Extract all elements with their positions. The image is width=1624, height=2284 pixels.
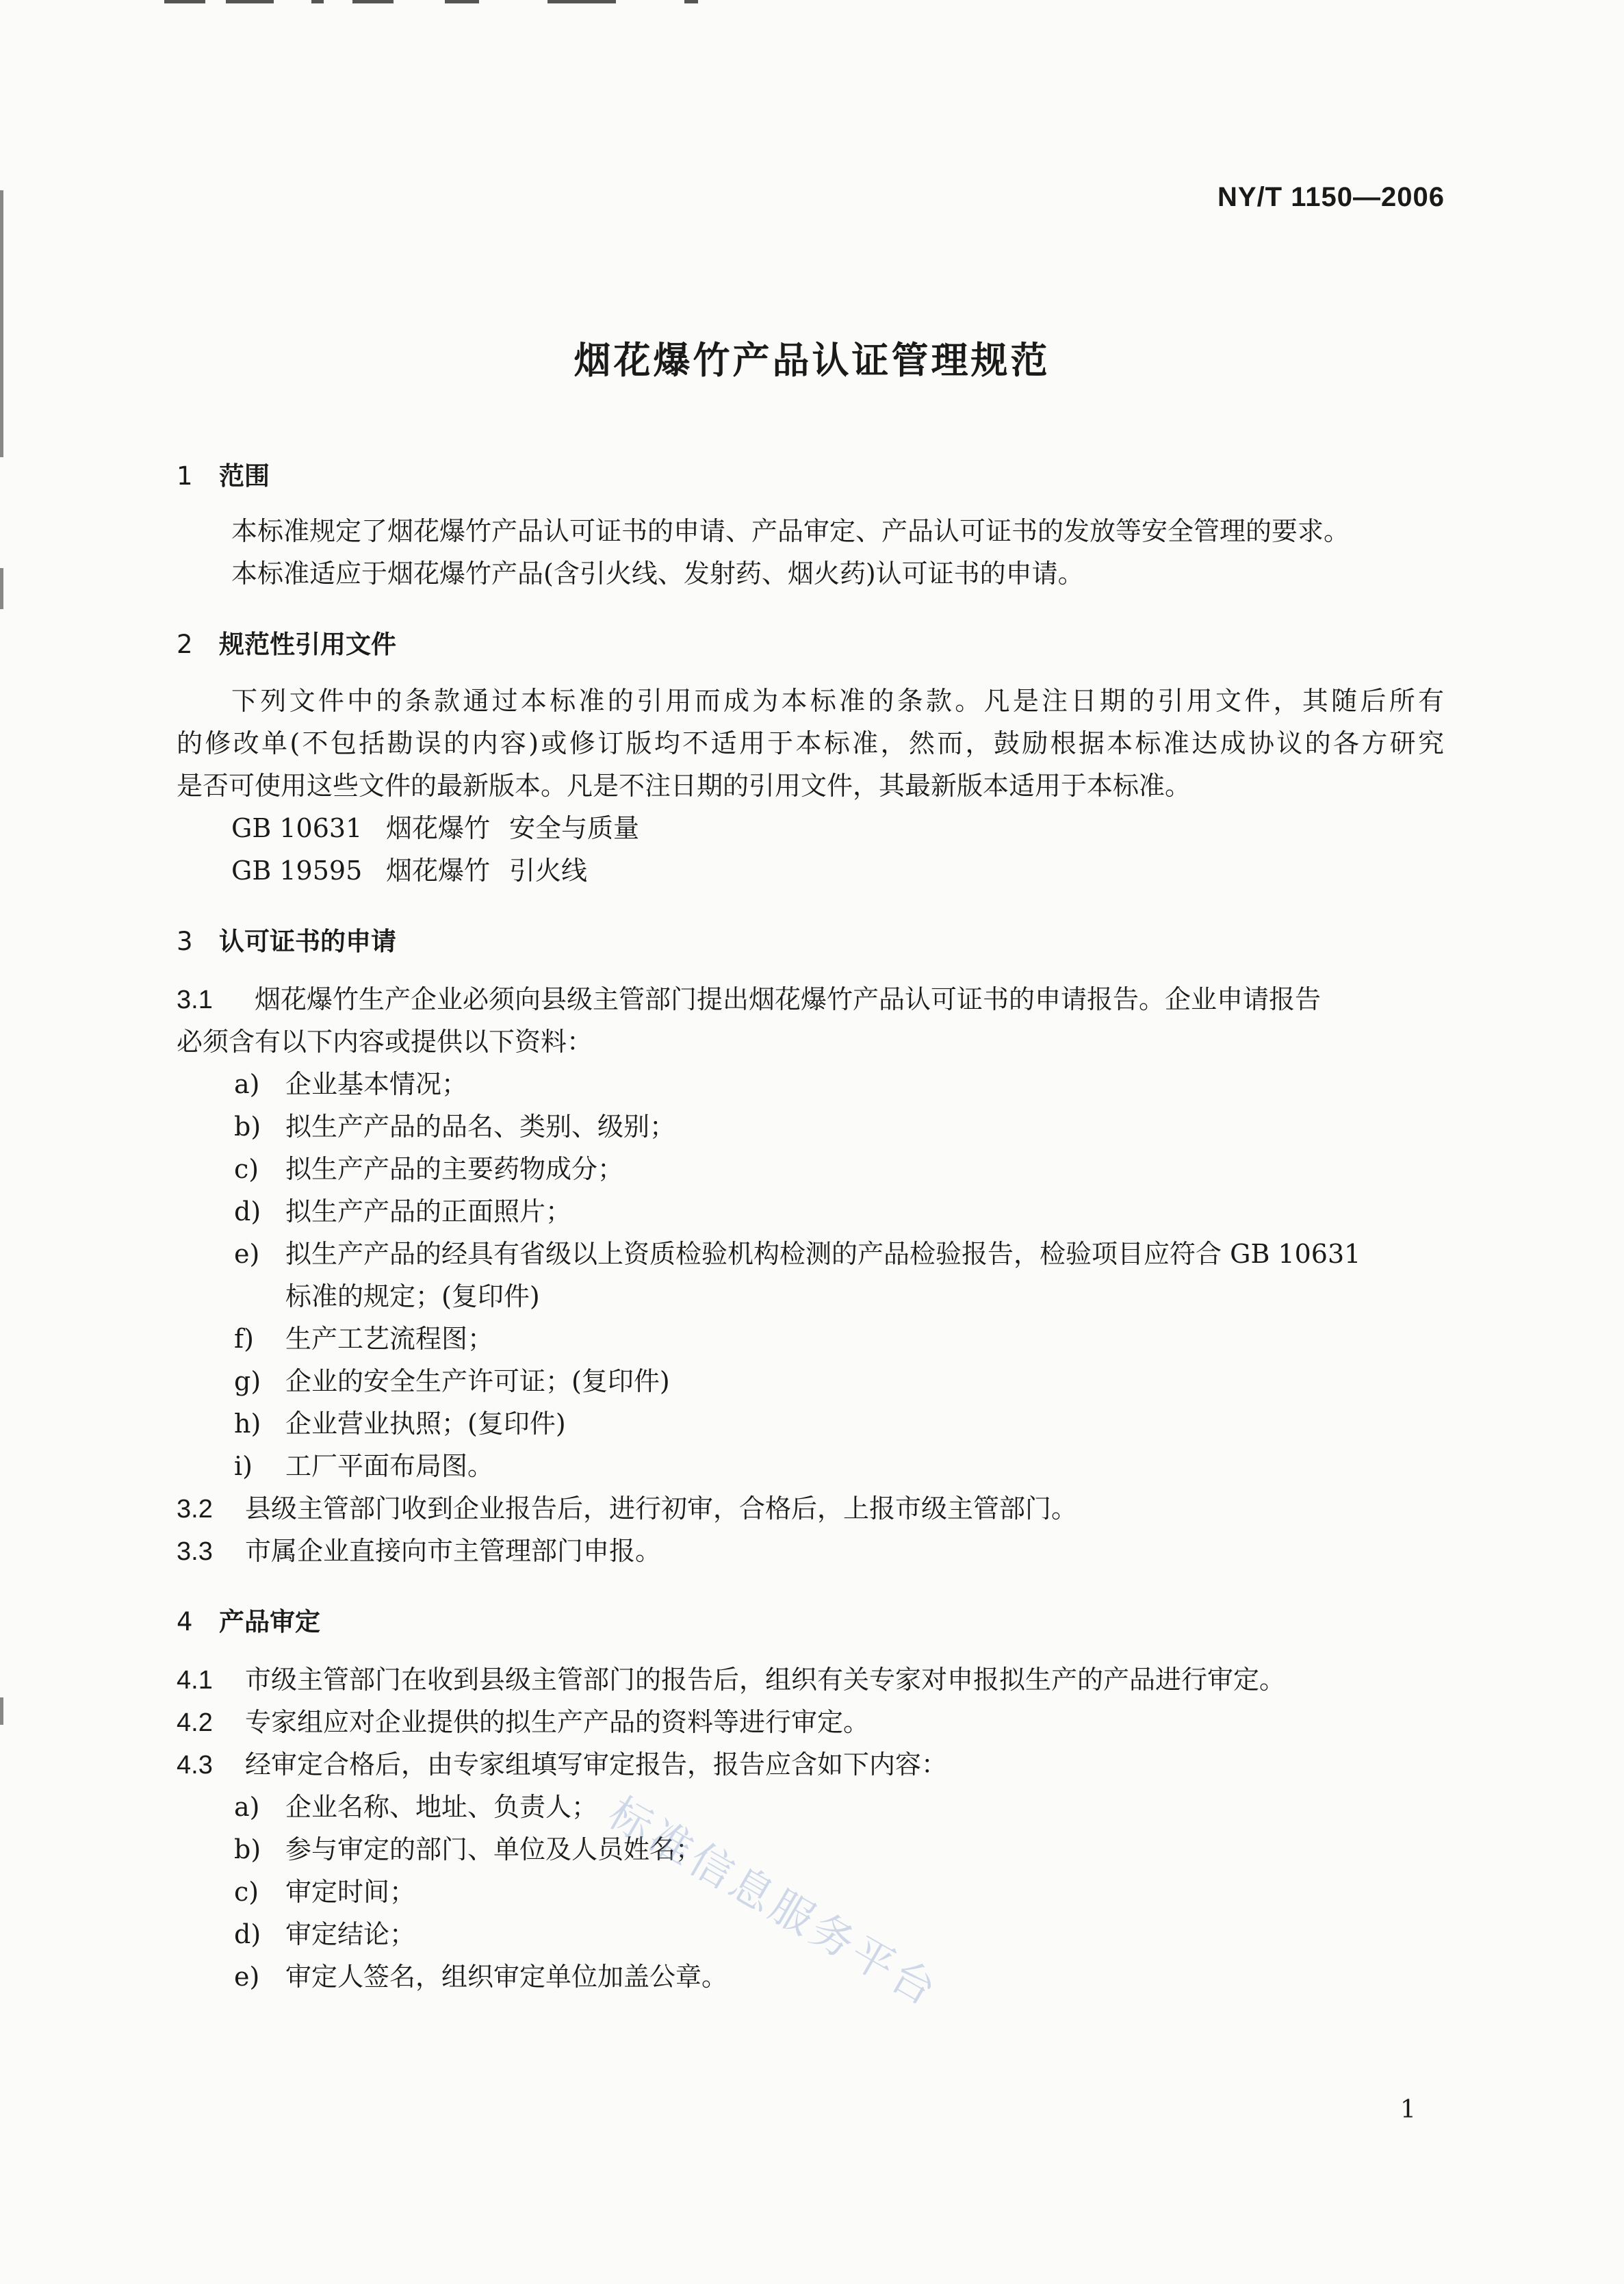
- list-item: e) 拟生产产品的经具有省级以上资质检验机构检测的产品检验报告，检验项目应符合 GB 10631: [234, 1239, 1361, 1269]
- watermark: 标准信息服务平台: [600, 1787, 948, 2017]
- paragraph-line: 是否可使用这些文件的最新版本。凡是不注日期的引用文件，其最新版本适用于本标准。: [177, 771, 1191, 801]
- clause: [177, 1748, 947, 1782]
- section-title: 产品审定: [219, 1607, 320, 1637]
- page-number: 1: [1400, 2096, 1416, 2124]
- list-item: c) 审定时间；: [234, 1877, 416, 1907]
- clause: [177, 983, 1321, 1016]
- clause: [177, 1706, 869, 1739]
- paragraph-line: 下列文件中的条款通过本标准的引用而成为本标准的条款。凡是注日期的引用文件，其随后所有: [231, 686, 1444, 716]
- clause-text: 烟花爆竹生产企业必须向县级主管部门提出烟花爆竹产品认可证书的申请报告。企业申请报告: [255, 984, 1322, 1014]
- scan-artifact-left: [0, 190, 3, 457]
- list-item-continuation: 标准的规定；(复印件): [285, 1281, 540, 1311]
- clause-number: 4.2: [177, 1708, 213, 1737]
- reference-subtitle: 安全与质量: [509, 813, 640, 843]
- reference-entry: [231, 854, 587, 887]
- list-item: f) 生产工艺流程图；: [234, 1324, 494, 1354]
- scan-artifact-left: [0, 1697, 3, 1725]
- section-number: 4: [177, 1607, 193, 1637]
- list-item: d) 拟生产产品的正面照片；: [234, 1196, 572, 1227]
- list-item: a) 企业名称、地址、负责人；: [234, 1792, 598, 1822]
- section-title: 范围: [219, 461, 270, 491]
- paragraph: 本标准规定了烟花爆竹产品认可证书的申请、产品审定、产品认可证书的发放等安全管理的要求。: [231, 516, 1350, 546]
- section-heading: [177, 1606, 320, 1639]
- section-number: 1: [177, 461, 193, 491]
- paragraph: 本标准适应于烟花爆竹产品(含引火线、发射药、烟火药)认可证书的申请。: [231, 559, 1084, 589]
- section-title: 认可证书的申请: [219, 927, 396, 956]
- list-item: b) 拟生产产品的品名、类别、级别；: [234, 1112, 676, 1142]
- list-item: d) 审定结论；: [234, 1919, 416, 1949]
- reference-title: 烟花爆竹: [386, 813, 491, 843]
- clause-text: 专家组应对企业提供的拟生产产品的资料等进行审定。: [245, 1707, 870, 1737]
- clause-number: 3.3: [177, 1537, 213, 1566]
- list-item: c) 拟生产产品的主要药物成分；: [234, 1154, 624, 1184]
- clause: [177, 1663, 1285, 1697]
- reference-subtitle: 引火线: [509, 856, 588, 886]
- clause-number: 4.3: [177, 1751, 213, 1780]
- clause-number: 3.2: [177, 1495, 213, 1524]
- list-item: a) 企业基本情况；: [234, 1069, 468, 1099]
- clause: [177, 1492, 1077, 1526]
- clause-text: 市级主管部门在收到县级主管部门的报告后，组织有关专家对申报拟生产的产品进行审定。: [245, 1665, 1286, 1695]
- clause-number: 3.1: [177, 986, 213, 1014]
- section-heading: [177, 628, 396, 661]
- section-heading: [177, 925, 396, 958]
- clause-text: 市属企业直接向市主管理部门申报。: [245, 1536, 662, 1566]
- reference-entry: [231, 812, 639, 845]
- list-item: i) 工厂平面布局图。: [234, 1451, 494, 1481]
- list-item: b) 参与审定的部门、单位及人员姓名；: [234, 1834, 702, 1864]
- paragraph-line: 的修改单(不包括勘误的内容)或修订版均不适用于本标准，然而，鼓励根据本标准达成协议的各方研究: [177, 728, 1444, 758]
- section-number: 3: [177, 927, 193, 956]
- reference-title: 烟花爆竹: [386, 856, 491, 886]
- clause-number: 4.1: [177, 1666, 213, 1695]
- clause-text: 县级主管部门收到企业报告后，进行初审，合格后，上报市级主管部门。: [245, 1493, 1078, 1524]
- scan-artifact-top: [164, 0, 780, 5]
- clause-continuation: 必须含有以下内容或提供以下资料：: [177, 1027, 593, 1057]
- clause-text: 经审定合格后，由专家组填写审定报告，报告应含如下内容：: [245, 1749, 948, 1780]
- list-item: g) 企业的安全生产许可证；(复印件): [234, 1366, 670, 1396]
- section-number: 2: [177, 630, 193, 659]
- list-item: e) 审定人签名，组织审定单位加盖公章。: [234, 1962, 728, 1992]
- section-heading: [177, 460, 270, 493]
- list-item: h) 企业营业执照；(复印件): [234, 1409, 566, 1439]
- section-title: 规范性引用文件: [219, 630, 396, 659]
- page-title: 烟花爆竹产品认证管理规范: [573, 339, 1051, 382]
- reference-code: GB 19595: [231, 856, 363, 886]
- document-code: NY/T 1150—2006: [1217, 182, 1445, 212]
- clause: [177, 1535, 661, 1568]
- reference-code: GB 10631: [231, 813, 363, 843]
- scan-artifact-left: [0, 568, 3, 609]
